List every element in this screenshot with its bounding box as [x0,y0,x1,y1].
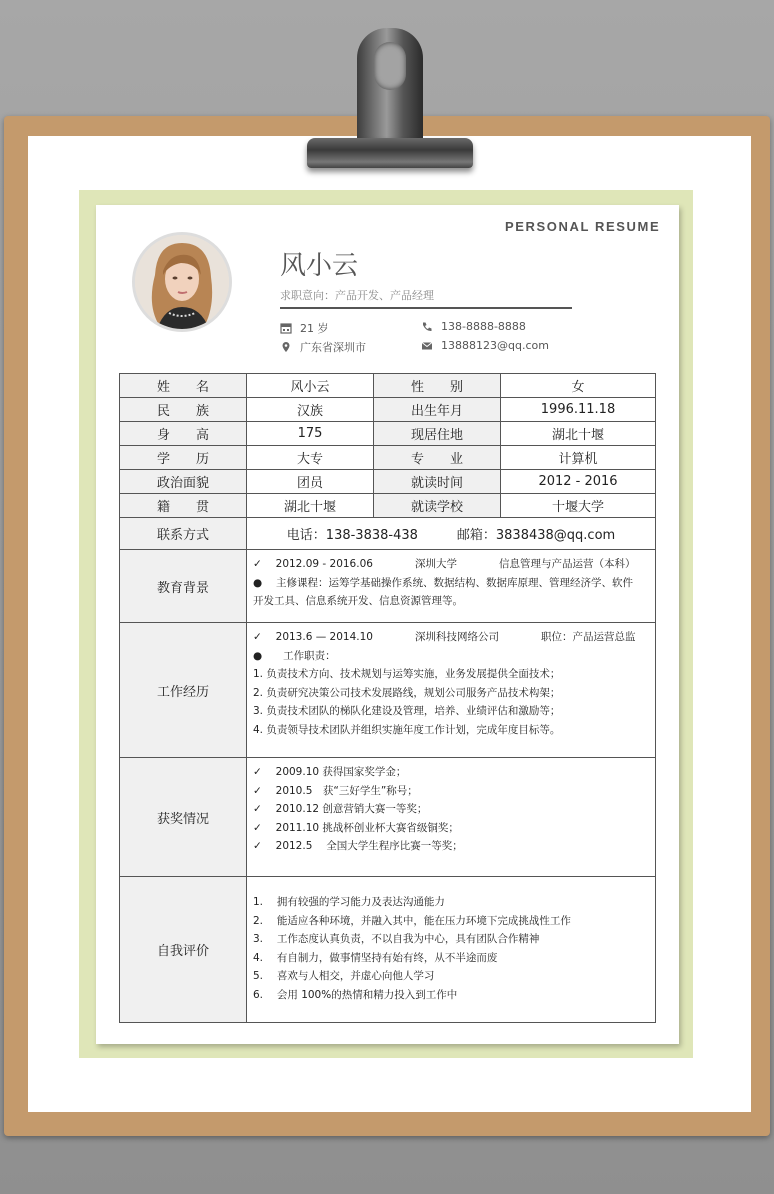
location-info [280,339,366,355]
education-label: 教育背景 [120,550,247,623]
field-value: 1996.11.18 [501,398,656,422]
portrait-image [135,235,229,329]
list-item: ✓ 2010.5 获“三好学生”称号； [253,784,418,797]
list-item: 3. 工作态度认真负责，不以自我为中心，具有团队合作精神 [253,933,540,945]
field-value: 2012 - 2016 [501,470,656,494]
field-value: 湖北十堰 [501,422,656,446]
contact-value: 电话：138-3838-438 邮箱：3838438@qq.com [247,518,656,550]
list-item: ✓ 2009.10 获得国家奖学金； [253,766,407,778]
field-label: 就读学校 [374,494,501,518]
phone-icon [421,321,433,333]
table-row [120,398,656,422]
calendar-icon [280,322,292,334]
list-item: 4. 有自制力，做事情坚持有始有终，从不半途而废 [253,951,498,964]
resume-table [119,373,656,1023]
awards-label: 获奖情况 [120,758,247,877]
list-item: ✓ 2011.10 挑战杯创业杯大赛省级铜奖； [253,821,459,834]
field-label: 性 别 [374,374,501,398]
field-label: 学 历 [120,446,247,470]
resume-title: PERSONAL RESUME [505,219,661,234]
table-row [120,470,656,494]
phone-text: 138-8888-8888 [441,320,526,333]
list-item: ✓ 2012.5 全国大学生程序比赛一等奖； [253,840,463,852]
field-value: 大专 [247,446,374,470]
field-value: 风小云 [247,374,374,398]
email-info [421,339,549,352]
field-label: 民 族 [120,398,247,422]
education-row [120,550,656,623]
contact-label: 联系方式 [120,518,247,550]
list-item: ● 工作职责： [253,649,336,662]
candidate-name: 风小云 [280,251,359,281]
list-item: 5. 喜欢与人相交，并虚心向他人学习 [253,970,435,982]
work-label: 工作经历 [120,623,247,758]
field-label: 现居住地 [374,422,501,446]
work-detail [247,623,656,758]
work-row [120,623,656,758]
field-value: 175 [247,422,374,446]
envelope-icon [421,340,433,352]
list-item: 2. 能适应各种环境，并融入其中，能在压力环境下完成挑战性工作 [253,914,571,927]
field-value: 团员 [247,470,374,494]
field-label: 姓 名 [120,374,247,398]
awards-detail [247,758,656,877]
list-item: ✓ 2012.09 - 2016.06 深圳大学 信息管理与产品运营（本科） [253,558,636,570]
clip-hole [374,42,406,90]
table-row [120,422,656,446]
self-eval-detail [247,877,656,1023]
age-info [280,320,329,336]
phone-info [421,320,526,333]
list-item: 2. 负责研究决策公司技术发展路线，规划公司服务产品技术构架； [253,686,561,699]
field-value: 汉族 [247,398,374,422]
education-detail [247,550,656,623]
list-item: 4. 负责领导技术团队并组织实施年度工作计划，完成年度目标等。 [253,723,561,736]
field-label: 身 高 [120,422,247,446]
table-row [120,374,656,398]
table-row [120,446,656,470]
list-item: 6. 会用 100%的热情和精力投入到工作中 [253,988,458,1001]
avatar [132,232,232,332]
field-value: 十堰大学 [501,494,656,518]
list-item: 开发工具、信息系统开发、信息资源管理等。 [253,595,463,607]
location-text: 广东省深圳市 [300,341,366,354]
list-item: ✓ 2010.12 创意营销大赛一等奖； [253,803,428,815]
field-label: 籍 贯 [120,494,247,518]
list-item: 1. 拥有较强的学习能力及表达沟通能力 [253,896,445,908]
list-item: 1. 负责技术方向、技术规划与运筹实施，业务发展提供全面技术； [253,668,561,680]
field-value: 女 [501,374,656,398]
field-value: 计算机 [501,446,656,470]
binder-clip [307,138,473,168]
field-label: 就读时间 [374,470,501,494]
field-label: 政治面貌 [120,470,247,494]
job-intent: 求职意向：产品开发、产品经理 [280,289,434,302]
email-text: 13888123@qq.com [441,339,549,352]
list-item: 3. 负责技术团队的梯队化建设及管理，培养、业绩评估和激励等； [253,705,561,717]
location-pin-icon [280,341,292,353]
age-text: 21 岁 [300,322,329,335]
list-item: ✓ 2013.6 — 2014.10 深圳科技网络公司 职位：产品运营总监 [253,631,636,643]
table-row [120,494,656,518]
self-eval-row [120,877,656,1023]
field-label: 出生年月 [374,398,501,422]
contact-row [120,518,656,550]
list-item: ● 主修课程：运筹学基础操作系统、数据结构、数据库原理、管理经济学、软件 [253,576,633,589]
divider [280,307,572,309]
awards-row [120,758,656,877]
field-value: 湖北十堰 [247,494,374,518]
self-eval-label: 自我评价 [120,877,247,1023]
field-label: 专 业 [374,446,501,470]
